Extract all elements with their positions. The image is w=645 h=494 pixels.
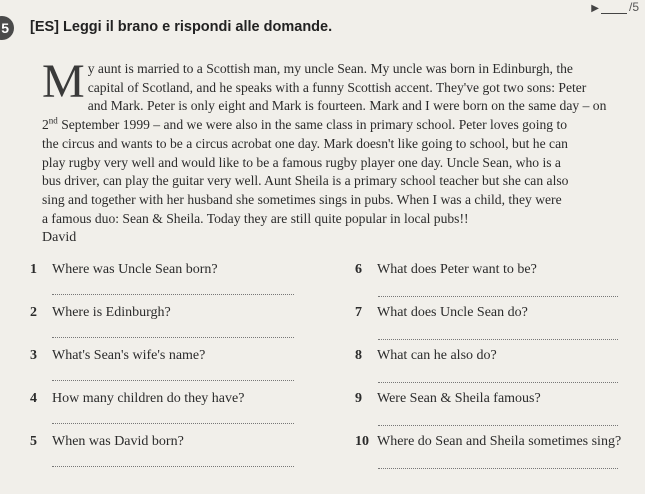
answer-line-9[interactable] <box>378 425 618 426</box>
arrow-icon: ▶ <box>591 3 599 14</box>
question-3: 3 What's Sean's wife's name? <box>30 348 206 363</box>
score-total: /5 <box>628 0 639 14</box>
question-5: 5 When was David born? <box>30 434 184 449</box>
answer-line-4[interactable] <box>52 423 294 424</box>
signature: David <box>42 230 77 245</box>
answer-line-3[interactable] <box>52 380 294 381</box>
passage-line <box>42 116 642 135</box>
answer-line-6[interactable] <box>378 296 618 297</box>
question-10: 10 Where do Sean and Sheila sometimes sing? <box>355 434 622 449</box>
passage-line-text: September 1999 – and we were also in the same class in primary school. Peter loves going to <box>57 117 568 133</box>
passage-line: y aunt is married to a Scottish man, my uncle Sean. My uncle was born in Edinburgh, the <box>87 61 573 76</box>
question-1: 1 Where was Uncle Sean born? <box>30 262 218 277</box>
passage-line: sing and together with her husband she sometimes sings in pubs. When I was a child, they were <box>42 191 562 207</box>
passage-line: and Mark. Peter is only eight and Mark is fourteen. Mark and I were born on the same day – on <box>87 98 607 114</box>
answer-line-1[interactable] <box>52 294 294 295</box>
answer-line-2[interactable] <box>52 337 294 338</box>
question-7: 7 What does Uncle Sean do? <box>355 305 528 320</box>
date-suffix: nd <box>48 115 58 126</box>
answer-line-5[interactable] <box>52 466 294 467</box>
passage-line: a famous duo: Sean & Sheila. Today they are still quite popular in local pubs!! <box>42 210 469 226</box>
passage-line: the circus and wants to be a circus acrobat one day. Mark doesn't like going to school, but he can <box>42 135 568 151</box>
reading-passage <box>42 55 642 228</box>
drop-cap: M <box>42 55 85 108</box>
answer-line-10[interactable] <box>378 468 618 469</box>
score-marker <box>591 0 639 14</box>
date-number: 2 <box>42 117 49 133</box>
score-blank <box>601 3 627 14</box>
question-4: 4 How many children do they have? <box>30 391 245 406</box>
answer-line-8[interactable] <box>378 382 618 383</box>
exercise-instruction: [ES] Leggi il brano e rispondi alle domande. <box>30 19 333 35</box>
passage-line: bus driver, can play the guitar very well. Aunt Sheila is a primary school teacher but she can also <box>42 173 569 189</box>
question-6: 6 What does Peter want to be? <box>355 262 537 277</box>
exercise-header <box>0 16 645 46</box>
passage-line: play rugby very well and would like to be a famous rugby player one day. Uncle Sean, who is a <box>42 154 561 170</box>
passage-line: capital of Scotland, and he speaks with a funny Scottish accent. They've got two sons: Peter <box>87 79 587 95</box>
question-2: 2 Where is Edinburgh? <box>30 305 171 320</box>
question-8: 8 What can he also do? <box>355 348 497 363</box>
answer-line-7[interactable] <box>378 339 618 340</box>
question-9: 9 Were Sean & Sheila famous? <box>355 391 541 406</box>
exercise-number-badge: 5 <box>0 16 14 40</box>
